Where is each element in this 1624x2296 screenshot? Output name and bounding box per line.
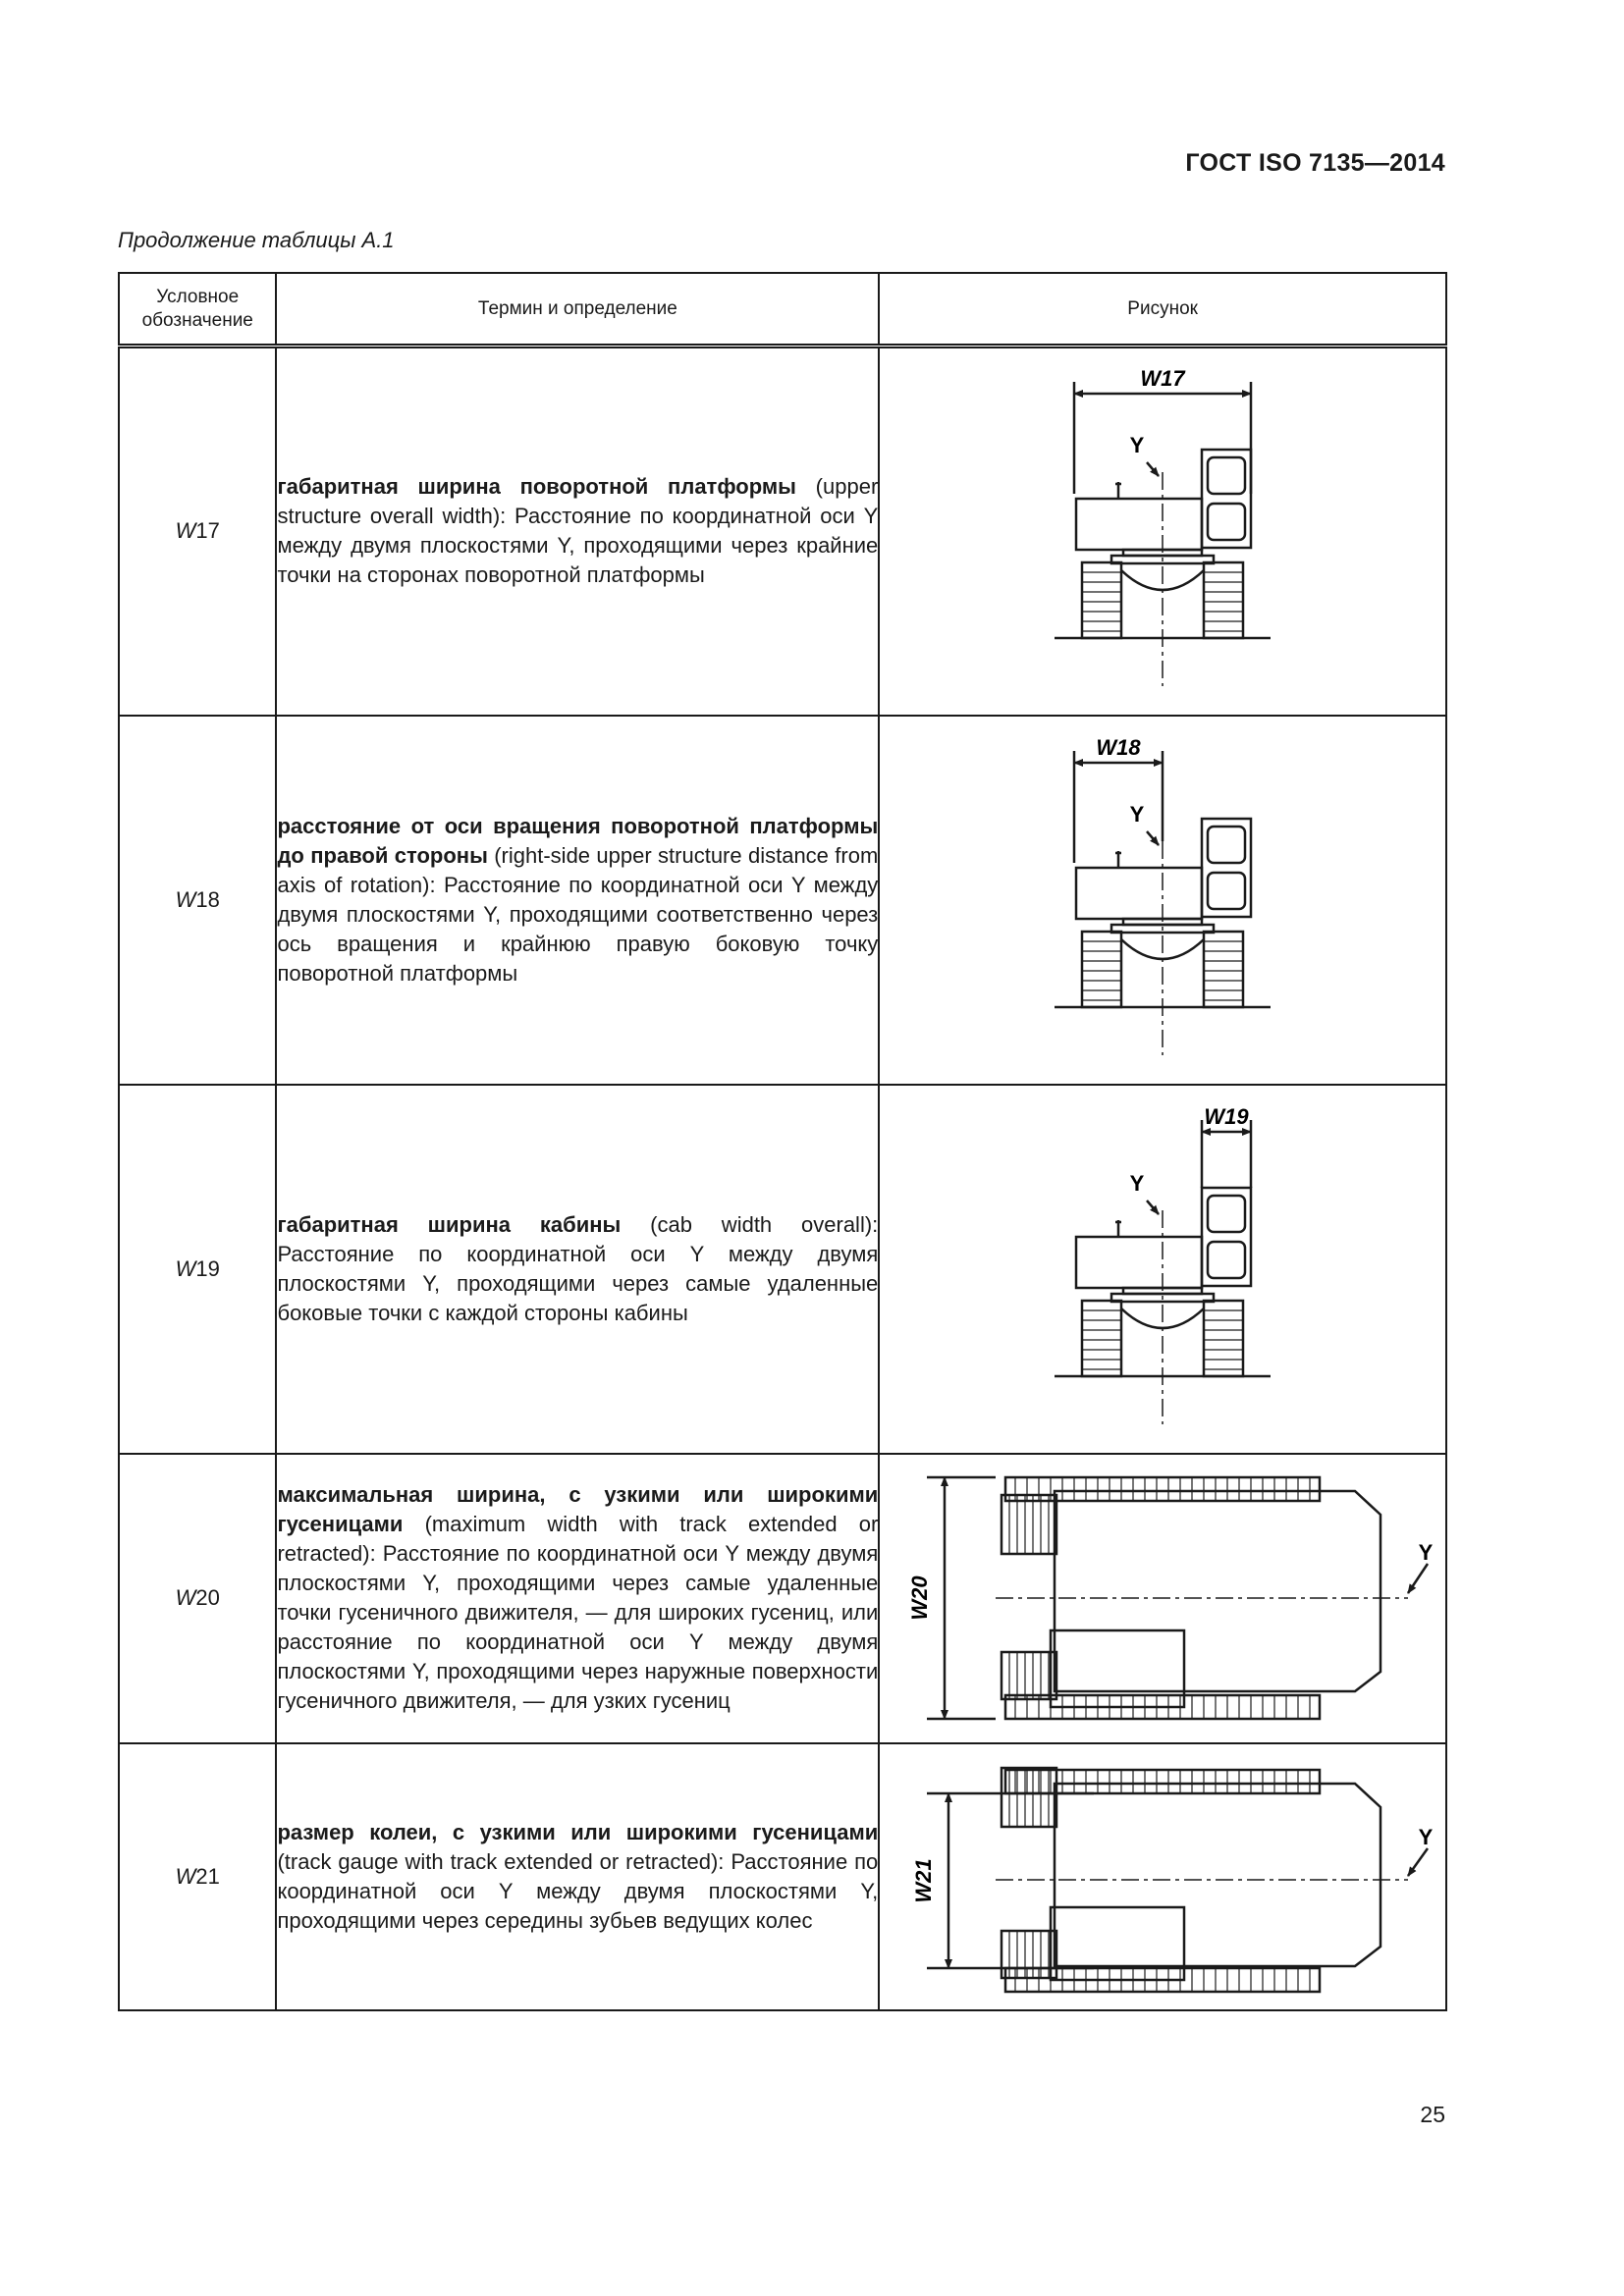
definition-cell bbox=[276, 1743, 879, 2010]
definition-text: (right-side upper structure distance from axis of rotation): Расстояние по координатной оси Y между двумя плоскостями Y, проходящими соответственно через ось вращения и крайнюю правую боковую точку поворотной платформы bbox=[277, 842, 879, 986]
figure-axis-label: Y bbox=[1129, 1170, 1145, 1196]
table-caption: Продолжение таблицы А.1 bbox=[118, 228, 395, 252]
definition-text: (maximum width with track extended or retracted): Расстояние по координатной оси Y между двумя плоскостями Y, проходящими через самые удаленные точки гусеничного движителя, — для широких гусениц, или расстояние по координатной оси Y между двумя плоскостями Y, проходящими через наружные поверхности гусеничного движителя, — для узких гусениц bbox=[277, 1512, 879, 1713]
definition-text: (cab width overall): Расстояние по координатной оси Y между двумя плоскостями Y, проходящими через самые удаленные боковые точки с каждой стороны кабины bbox=[277, 1211, 879, 1325]
figure-dimension-label: W18 bbox=[1096, 734, 1141, 760]
excavator-front-view-figure bbox=[1015, 364, 1310, 698]
table-row bbox=[119, 1085, 1446, 1454]
excavator-top-view-figure bbox=[888, 1754, 1437, 2000]
excavator-front-view-figure bbox=[1015, 733, 1310, 1067]
page-number: 25 bbox=[1420, 2102, 1445, 2127]
definition-cell bbox=[276, 1454, 879, 1743]
symbol-letter: W bbox=[175, 1585, 196, 1610]
symbol-cell bbox=[119, 1085, 276, 1454]
figure-axis-label: Y bbox=[1418, 1540, 1434, 1565]
symbol-cell bbox=[119, 1743, 276, 2010]
symbol-cell bbox=[119, 347, 276, 716]
figure-cell bbox=[879, 347, 1446, 716]
symbol-number: 20 bbox=[195, 1585, 220, 1610]
table-row bbox=[119, 347, 1446, 716]
column-header-symbol: Условное обозначение bbox=[119, 273, 276, 347]
symbol-number: 19 bbox=[195, 1255, 220, 1281]
term-text: максимальная ширина, с узкими или широкими гусеницами bbox=[277, 1482, 879, 1536]
definition-cell bbox=[276, 1085, 879, 1454]
term-text: размер колеи, с узкими или широкими гусеницами bbox=[277, 1819, 879, 1844]
symbol-cell bbox=[119, 716, 276, 1085]
table-header-row bbox=[119, 273, 1446, 347]
standard-header: ГОСТ ISO 7135—2014 bbox=[1185, 149, 1445, 177]
excavator-front-view-figure bbox=[1015, 1102, 1310, 1436]
figure-cell bbox=[879, 1454, 1446, 1743]
symbol-number: 18 bbox=[195, 886, 220, 912]
definition-cell bbox=[276, 347, 879, 716]
table-row bbox=[119, 716, 1446, 1085]
figure-cell bbox=[879, 1743, 1446, 2010]
table-row bbox=[119, 1743, 1446, 2010]
figure-dimension-label: W19 bbox=[1204, 1103, 1249, 1129]
table-row bbox=[119, 1454, 1446, 1743]
symbol-cell bbox=[119, 1454, 276, 1743]
figure-cell bbox=[879, 716, 1446, 1085]
symbol-letter: W bbox=[175, 518, 196, 544]
figure-dimension-label: W21 bbox=[911, 1857, 937, 1903]
figure-cell bbox=[879, 1085, 1446, 1454]
term-text: расстояние от оси вращения поворотной платформы до правой стороны bbox=[277, 813, 879, 868]
definition-text: (upper structure overall width): Расстояние по координатной оси Y между двумя плоскостями Y, проходящими через крайние точки на сторонах поворотной платформы bbox=[277, 474, 879, 588]
column-header-definition: Термин и определение bbox=[276, 273, 879, 347]
figure-axis-label: Y bbox=[1129, 433, 1145, 458]
column-header-figure: Рисунок bbox=[879, 273, 1446, 347]
definition-cell bbox=[276, 716, 879, 1085]
symbol-number: 21 bbox=[195, 1863, 220, 1889]
symbol-letter: W bbox=[175, 1255, 196, 1281]
terms-table bbox=[118, 272, 1447, 2011]
excavator-top-view-figure bbox=[888, 1466, 1437, 1731]
figure-dimension-label: W17 bbox=[1140, 366, 1185, 392]
term-text: габаритная ширина кабины bbox=[277, 1211, 622, 1237]
symbol-letter: W bbox=[175, 1863, 196, 1889]
symbol-letter: W bbox=[175, 886, 196, 912]
figure-axis-label: Y bbox=[1418, 1824, 1434, 1849]
figure-dimension-label: W20 bbox=[907, 1575, 933, 1621]
definition-text: (track gauge with track extended or retracted): Расстояние по координатной оси Y между двумя плоскостями Y, проходящими через середины зубьев ведущих колес bbox=[277, 1848, 879, 1933]
term-text: габаритная ширина поворотной платформы bbox=[277, 474, 796, 500]
symbol-number: 17 bbox=[195, 518, 220, 544]
figure-axis-label: Y bbox=[1129, 801, 1145, 827]
